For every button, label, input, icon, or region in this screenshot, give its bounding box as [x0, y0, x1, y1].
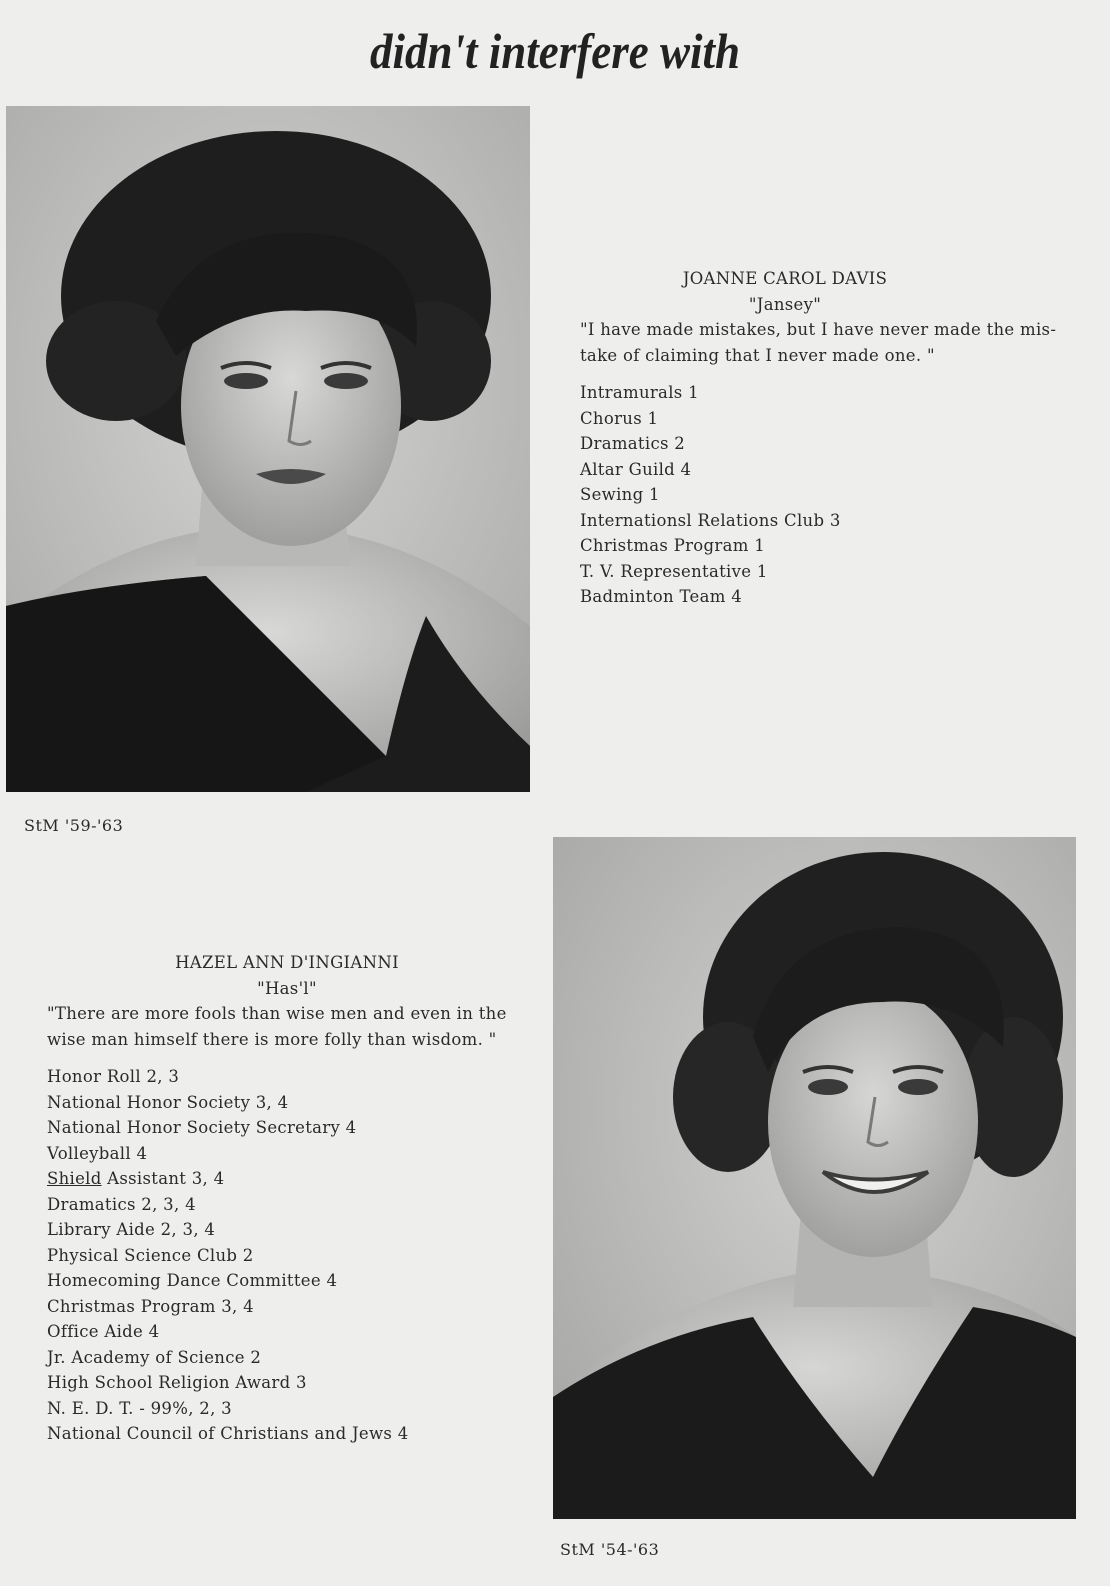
- activity-item: Volleyball 4: [47, 1143, 148, 1163]
- publication-title: Shield: [47, 1169, 102, 1188]
- activity-item: Jr. Academy of Science 2: [47, 1347, 262, 1367]
- student-quote: "There are more fools than wise men and even in the wise man himself there is more folly than wisdom. ": [47, 1004, 507, 1049]
- activity-item: High School Religion Award 3: [47, 1373, 307, 1392]
- activity-item: Altar Guild 4: [580, 459, 692, 479]
- activity-item: Homecoming Dance Committee 4: [47, 1271, 338, 1290]
- student-nickname: "Has'l": [257, 978, 317, 998]
- activity-item: National Honor Society 3, 4: [47, 1092, 289, 1112]
- activities-list: [580, 380, 1080, 610]
- activity-item: National Honor Society Secretary 4: [47, 1118, 357, 1137]
- activity-item: Christmas Program 1: [580, 536, 766, 555]
- activity-item: [47, 1166, 527, 1192]
- activity-item: Badminton Team 4: [580, 587, 743, 606]
- activity-item: Sewing 1: [580, 485, 660, 504]
- activity-item: Chorus 1: [580, 408, 659, 428]
- activity-item: Dramatics 2: [580, 434, 686, 453]
- activity-item: Office Aide 4: [47, 1322, 160, 1341]
- activity-item: Honor Roll 2, 3: [47, 1067, 180, 1086]
- student-entry-joanne-davis: [580, 266, 1080, 610]
- years-attended: StM '59-'63: [24, 816, 124, 835]
- student-name: JOANNE CAROL DAVIS: [682, 269, 888, 288]
- portrait-photo-hazel-dingianni: [553, 837, 1076, 1519]
- student-nickname: "Jansey": [748, 294, 822, 314]
- student-quote: "I have made mistakes, but I have never made the mis- take of claiming that I never made one. ": [580, 320, 1057, 365]
- years-attended: StM '54-'63: [560, 1540, 660, 1559]
- activity-item: Library Aide 2, 3, 4: [47, 1220, 216, 1239]
- student-name: HAZEL ANN D'INGIANNI: [175, 953, 399, 972]
- activity-item: Internationsl Relations Club 3: [580, 510, 841, 530]
- activity-item: Dramatics 2, 3, 4: [47, 1194, 196, 1214]
- activity-item: National Council of Christians and Jews 4: [47, 1424, 409, 1443]
- student-entry-hazel-dingianni: [47, 950, 527, 1447]
- activities-list: [47, 1064, 527, 1447]
- activity-item: Intramurals 1: [580, 383, 699, 402]
- activity-item: N. E. D. T. - 99%, 2, 3: [47, 1398, 232, 1418]
- portrait-photo-joanne-davis: [6, 106, 530, 792]
- activity-item: Physical Science Club 2: [47, 1245, 254, 1265]
- activity-item: Christmas Program 3, 4: [47, 1296, 254, 1316]
- page-title: didn't interfere with: [369, 23, 741, 79]
- activity-suffix: Assistant 3, 4: [101, 1169, 225, 1188]
- activity-item: T. V. Representative 1: [580, 561, 768, 581]
